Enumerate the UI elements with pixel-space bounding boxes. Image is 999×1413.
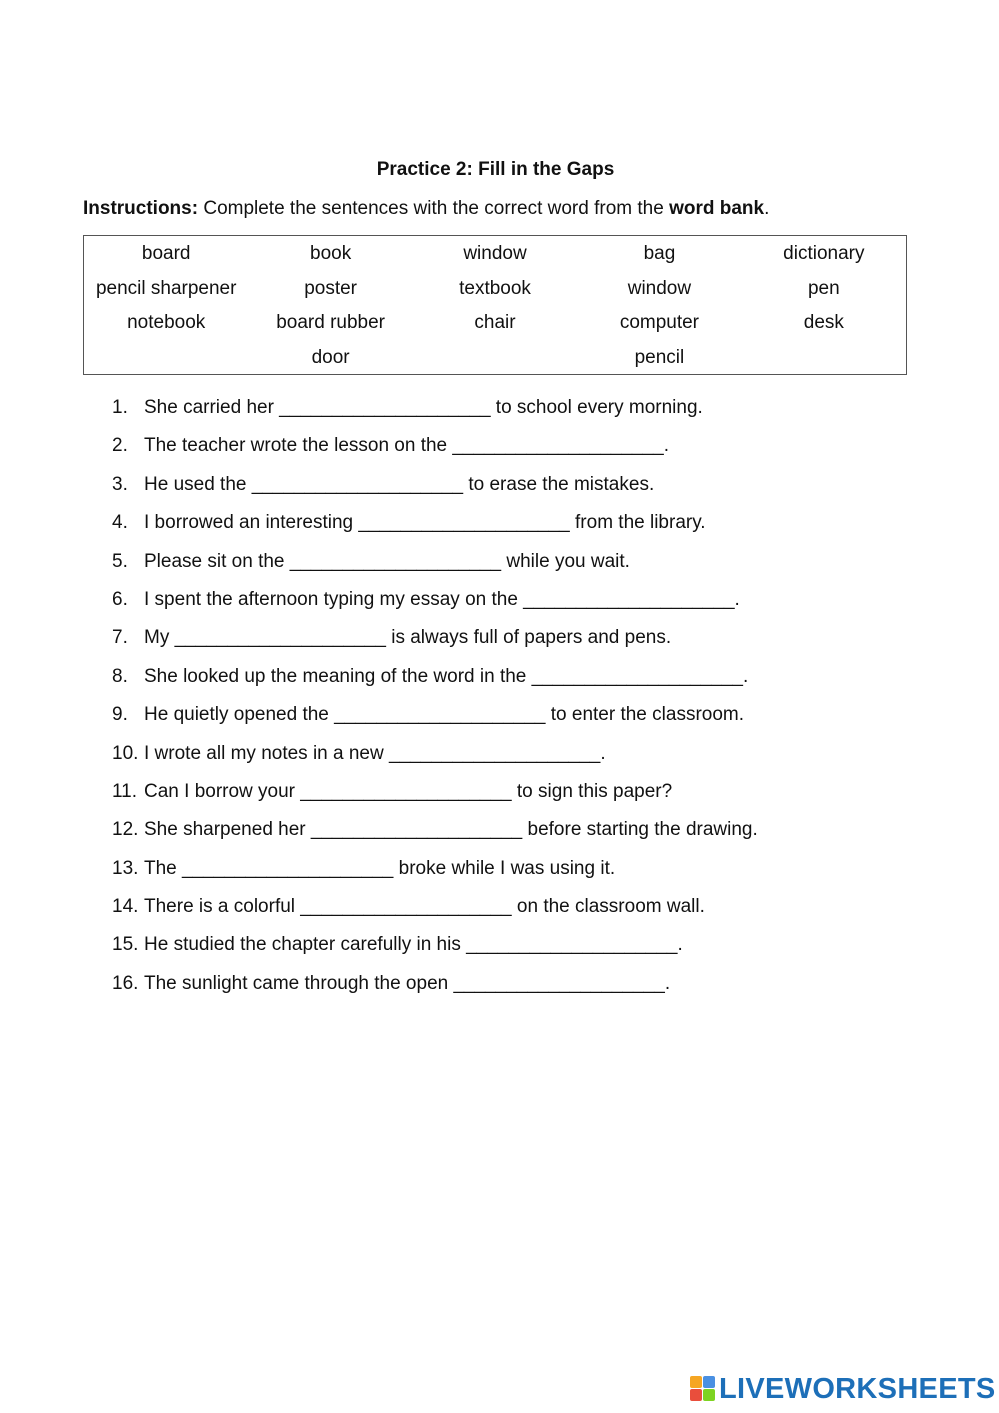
word-bank-item: bag — [643, 243, 676, 265]
word-bank-row — [84, 237, 906, 272]
instructions-end: . — [764, 198, 770, 219]
question-number: 6. — [112, 588, 128, 610]
question-number: 1. — [112, 397, 128, 418]
word-bank — [83, 235, 907, 375]
question-item — [0, 970, 999, 1008]
question-item — [0, 548, 999, 586]
question-item — [0, 740, 999, 778]
question-number: 8. — [112, 665, 128, 687]
question-text[interactable]: I wrote all my notes in a new ____________________. — [144, 742, 606, 764]
question-text[interactable]: He studied the chapter carefully in his ____________________. — [144, 934, 683, 956]
word-bank-item: pen — [807, 277, 840, 299]
word-bank-item: board rubber — [276, 312, 385, 334]
question-text[interactable]: She sharpened her ____________________ before starting the drawing. — [144, 819, 758, 841]
word-bank-item: window — [627, 277, 692, 299]
instructions-label: Instructions: — [83, 198, 199, 219]
question-number: 14. — [112, 896, 139, 918]
instructions-text: Complete the sentences with the correct word from the — [198, 198, 670, 219]
question-text[interactable]: The teacher wrote the lesson on the ____________________. — [144, 435, 670, 457]
instructions-emphasis: word bank — [669, 198, 765, 219]
question-text[interactable]: My ____________________ is always full of papers and pens. — [144, 627, 672, 649]
question-number: 4. — [112, 512, 128, 534]
question-text[interactable]: I borrowed an interesting ____________________ from the library. — [144, 512, 706, 534]
question-number: 7. — [112, 627, 128, 649]
word-bank-item: board — [141, 243, 191, 265]
question-text[interactable]: He quietly opened the ____________________ to enter the classroom. — [144, 704, 745, 726]
question-number: 13. — [112, 857, 139, 879]
question-item — [0, 778, 999, 816]
question-text[interactable]: Can I borrow your ____________________ to sign this paper? — [144, 780, 673, 802]
question-text[interactable]: There is a colorful ____________________ on the classroom wall. — [144, 896, 705, 918]
word-bank-item: dictionary — [783, 243, 865, 265]
word-bank-item: poster — [304, 277, 358, 299]
word-bank-item: notebook — [127, 312, 206, 334]
question-text[interactable]: He used the ____________________ to erase the mistakes. — [144, 473, 655, 495]
question-number: 10. — [112, 742, 139, 764]
question-text[interactable]: She looked up the meaning of the word in the ____________________. — [144, 665, 749, 687]
liveworksheets-logo-icon — [690, 1376, 716, 1402]
word-bank-item: pencil sharpener — [95, 277, 237, 299]
question-item — [0, 509, 999, 547]
question-item — [0, 432, 999, 470]
question-item — [0, 855, 999, 893]
question-number: 2. — [112, 435, 128, 457]
word-bank-item: book — [310, 243, 352, 265]
question-list — [0, 394, 999, 1008]
question-text[interactable]: I spent the afternoon typing my essay on the ____________________. — [144, 588, 740, 610]
word-bank-item: chair — [474, 312, 516, 334]
question-item — [0, 586, 999, 624]
question-number: 11. — [112, 780, 138, 802]
question-item — [0, 816, 999, 854]
question-item — [0, 471, 999, 509]
word-bank-row — [84, 306, 906, 341]
question-number: 3. — [112, 473, 128, 495]
page-title: Practice 2: Fill in the Gaps — [376, 159, 615, 180]
question-text[interactable]: Please sit on the ____________________ while you wait. — [144, 550, 630, 572]
question-text[interactable]: She carried her ____________________ to school every morning. — [144, 397, 703, 418]
word-bank-item: door — [311, 346, 350, 368]
word-bank-item: window — [463, 243, 527, 265]
word-bank-item: textbook — [459, 277, 531, 299]
question-item — [0, 701, 999, 739]
word-bank-row — [84, 341, 906, 376]
logo-text: LIVEWORKSHEETS — [719, 1372, 996, 1405]
question-number: 16. — [112, 972, 139, 994]
question-number: 12. — [112, 819, 139, 841]
question-text[interactable]: The sunlight came through the open ____________________. — [144, 972, 671, 994]
question-item — [0, 931, 999, 969]
liveworksheets-logo[interactable] — [690, 1373, 996, 1405]
word-bank-item: computer — [619, 312, 700, 334]
word-bank-item: desk — [803, 312, 844, 334]
word-bank-row — [84, 272, 906, 307]
question-item — [0, 893, 999, 931]
question-item — [0, 394, 999, 432]
question-item — [0, 624, 999, 662]
question-item — [0, 663, 999, 701]
question-number: 15. — [112, 934, 139, 956]
question-text[interactable]: The ____________________ broke while I was using it. — [144, 857, 616, 879]
word-bank-item: pencil — [634, 346, 685, 368]
question-number: 5. — [112, 550, 128, 572]
question-number: 9. — [112, 704, 128, 726]
instructions — [83, 197, 769, 221]
